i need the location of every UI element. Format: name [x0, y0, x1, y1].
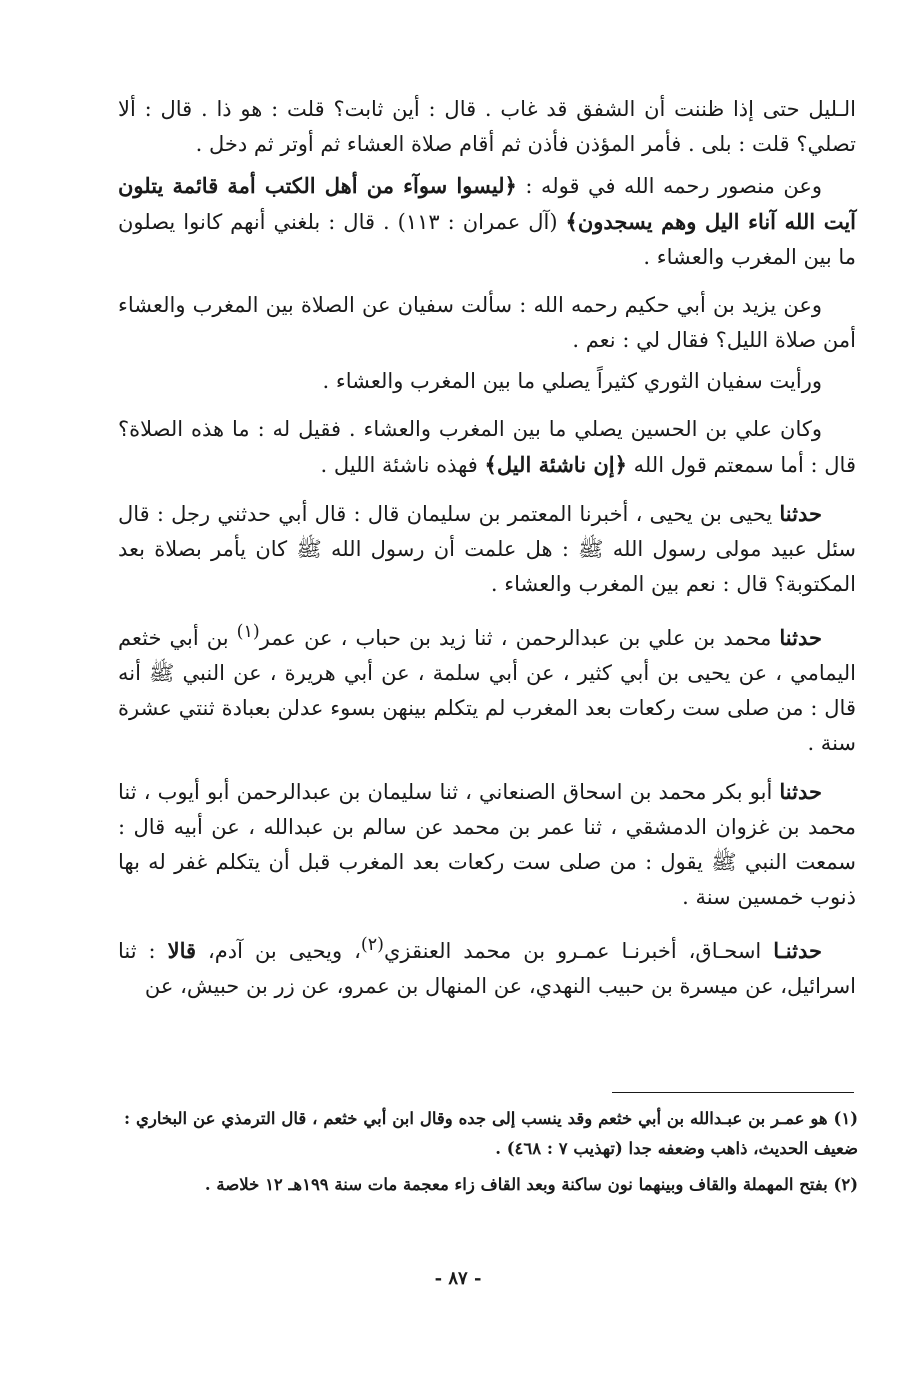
paragraph — [118, 615, 856, 761]
paragraph — [118, 92, 856, 162]
paragraph — [118, 288, 856, 358]
hadith-keyword: حدثنا — [779, 779, 822, 804]
page-number: - ٨٧ - — [434, 1268, 482, 1289]
text-run: الـليل حتى إذا ظننت أن الشفق قد غاب . قال : أين ثابت؟ قلت : هو ذا . قال : ألا تصلي؟ قلت : بلى . فأمر المؤذن فأذن ثم أقام صلاة العشاء ثم أوتر ثم دخل . — [118, 97, 856, 156]
footnote-marker: (٢) — [360, 935, 384, 955]
paragraph — [118, 774, 856, 915]
text-run: (آل عمران : ١١٣) . قال : بلغني أنهم كانوا يصلون ما بين المغرب والعشاء . — [118, 210, 856, 269]
paragraph — [118, 168, 856, 275]
text-run: محمد بن علي بن عبدالرحمن ، ثنا زيد بن حباب ، عن عمر — [259, 626, 780, 650]
text-run: يحيى بن يحيى ، أخبرنا المعتمر بن سليمان قال : قال أبي حدثني رجل : قال سئل عبيد مولى رسول الله ﷺ : هل علمت أن رسول الله ﷺ كان يأمر بصلاة بعد المكتوبة؟ قال : نعم بين المغرب والعشاء . — [118, 502, 856, 596]
text-run: ورأيت سفيان الثوري كثيراً يصلي ما بين المغرب والعشاء . — [322, 369, 822, 393]
hadith-keyword: حدثنـا — [773, 938, 822, 963]
text-run: : ثنا اسرائيل، عن ميسرة بن حبيب النهدي، عن المنهال بن عمرو، عن زر بن حبيش، عن — [118, 939, 856, 998]
hadith-keyword: قالا — [167, 938, 197, 963]
footnote: (١) هو عمـر بن عبـدالله بن أبي خثعم وقد ينسب إلى جده وقال ابن أبي خثعم ، قال الترمذي عن البخاري : ضعيف الحديث، ذاهب وضعفه جدا (تهذيب ٧ : ٤٦٨) . — [124, 1109, 858, 1158]
hadith-keyword: حدثنا — [779, 625, 822, 650]
quran-verse: ﴿إن ناشئة اليل﴾ — [484, 452, 627, 477]
body-text — [118, 92, 856, 1017]
text-run: فهذه ناشئة الليل . — [320, 453, 485, 477]
text-run: ، ويحيى بن آدم، — [196, 939, 361, 963]
footnote: (٢) بفتح المهملة والقاف وبينهما نون ساكنة وبعد القاف زاء معجمة مات سنة ١٩٩هـ ١٢ خلاصة . — [204, 1175, 858, 1194]
paragraph — [118, 412, 856, 483]
footnote-divider — [612, 1092, 854, 1093]
paragraph — [118, 364, 856, 399]
footnote-marker: (١) — [236, 622, 260, 642]
text-run: وعن يزيد بن أبي حكيم رحمه الله : سألت سفيان عن الصلاة بين المغرب والعشاء أمن صلاة الليل؟ فقال لي : نعم . — [118, 293, 856, 352]
quran-verse: ﴿ليسوا سوآء من أهل الكتب أمة قائمة يتلون آيت الله آناء اليل وهم يسجدون﴾ — [118, 173, 857, 234]
paragraph — [118, 496, 856, 602]
text-run: أبو بكر محمد بن اسحاق الصنعاني ، ثنا سليمان بن عبدالرحمن أبو أيوب ، ثنا محمد بن غزوان الدمشقي ، ثنا عمر بن محمد عن سالم بن عبدالله ، عن أبيه قال : سمعت النبي ﷺ يقول : من صلى ست ركعات بعد المغرب قبل أن يتكلم غفر له بها ذنوب خمسين سنة . — [118, 780, 856, 909]
paragraph — [118, 928, 856, 1004]
text-run: بن أبي خثعم اليمامي ، عن يحيى بن أبي كثير ، عن أبي سلمة ، عن أبي هريرة ، عن النبي ﷺ أنه قال : من صلى ست ركعات بعد المغرب لم يتكلم بينهن بسوء عدلن بعبادة ثنتي عشرة سنة . — [118, 626, 856, 755]
text-run: اسحـاق، أخبرنـا عمـرو بن محمد العنقزي — [383, 939, 774, 963]
text-run: وكان علي بن الحسين يصلي ما بين المغرب والعشاء . فقيل له : ما هذه الصلاة؟ قال : أما سمعتم قول الله — [118, 417, 856, 477]
footnotes — [124, 1104, 858, 1206]
text-run: وعن منصور رحمه الله في قوله : — [516, 174, 822, 198]
hadith-keyword: حدثنا — [779, 501, 822, 526]
